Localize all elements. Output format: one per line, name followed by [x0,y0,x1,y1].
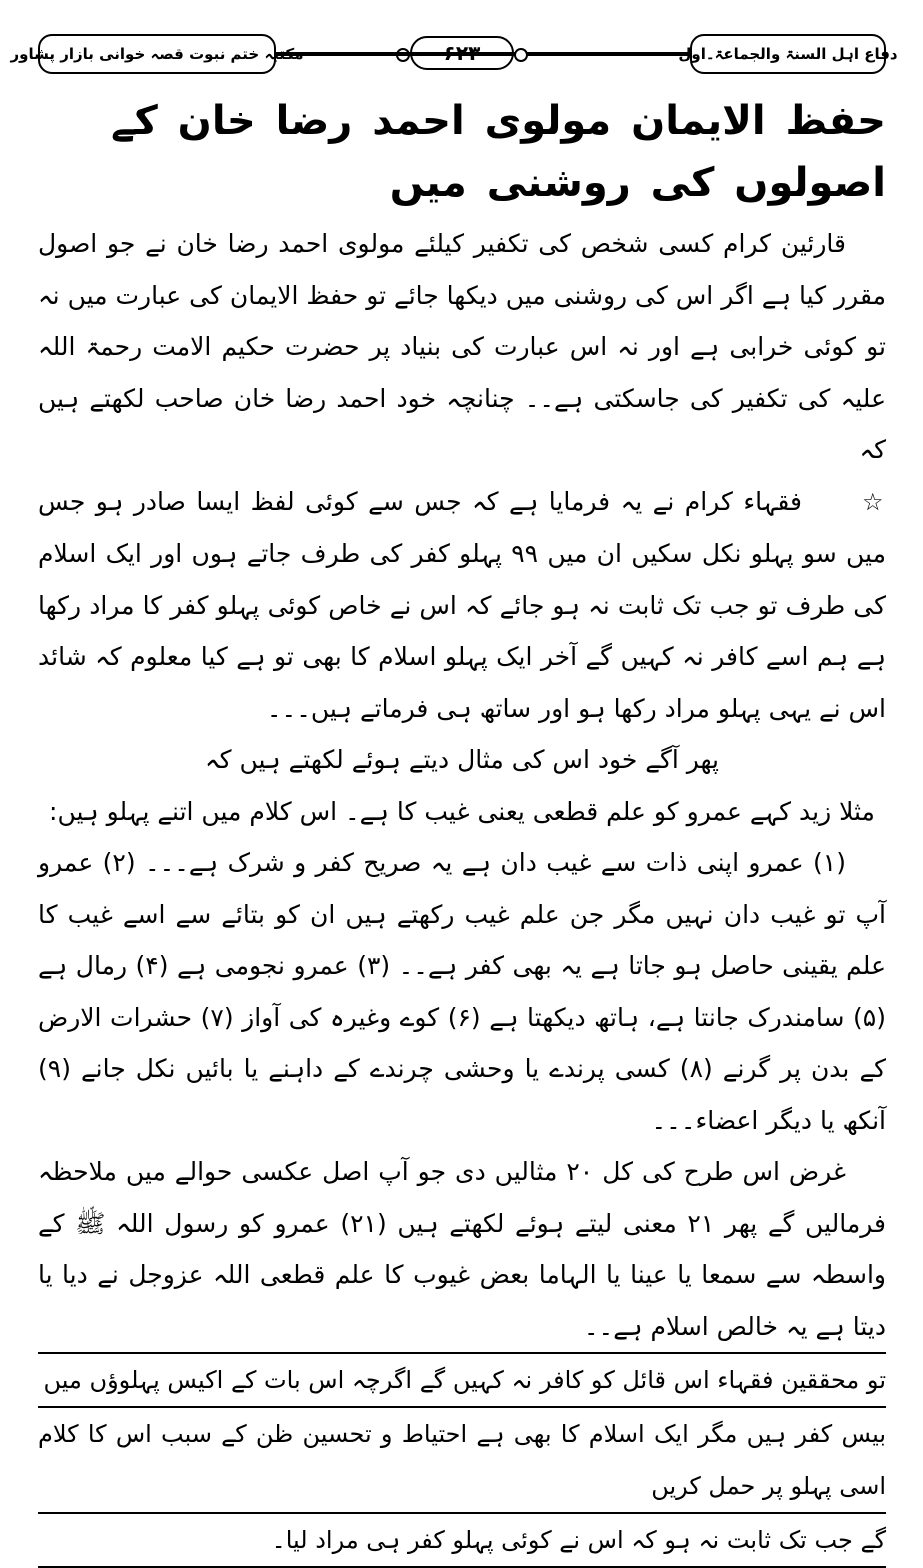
page-header [10,34,898,78]
ruled-line: تو محققین فقہاء اس قائل کو کافر نہ کہیں گے اگرچہ اس بات کے اکیس پہلوؤں میں [38,1352,886,1408]
example-list-paragraph: (۱) عمرو اپنی ذات سے غیب دان ہے یہ صریح کفر و شرک ہے۔۔۔ (۲) عمرو آپ تو غیب دان نہیں مگر جن علم غیب رکھتے ہیں ان کو بتائے سے اسے غیب کا علم یقینی حاصل ہو جاتا ہے یہ بھی کفر ہے۔۔ (۳) عمرو نجومی ہے (۴) رمال ہے (۵) سامندرک جانتا ہے، ہاتھ دیکھتا ہے (۶) کوے وغیرہ کی آواز (۷) حشرات الارض کے بدن پر گرنے (۸) کسی پرندے یا وحشی چرندے کے داہنے یا بائیں نکل جانے (۹) آنکھ یا دیگر اعضاء۔۔۔ [38,848,886,1135]
book-page [10,34,898,1554]
header-rule-left [276,52,512,56]
example-intro-paragraph: مثلا زید کہے عمرو کو علم قطعی یعنی غیب کا ہے۔ اس کلام میں اتنے پہلو ہیں: [49,796,875,826]
star-icon: ☆ [861,487,886,516]
page-number: ۶۲۳ [410,36,514,70]
section-title: حفظ الایمان مولوی احمد رضا خان کے اصولوں کی روشنی میں [111,98,886,206]
quote-paragraph [38,476,886,735]
further-paragraph: پھر آگے خود اس کی مثال دیتے ہوئے لکھتے ہیں کہ [204,745,720,774]
quote-text: فقہاء کرام نے یہ فرمایا ہے کہ جس سے کوئی لفظ ایسا صادر ہو جس میں سو پہلو نکل سکیں ان میں ۹۹ پہلو کفر کی طرف جاتے ہوں اور ایک اسلام کی طرف تو جب تک ثابت نہ ہو جائے کہ اس نے خاص کوئی پہلو کفر کا مراد رکھا ہے ہم اسے کافر نہ کہیں گے آخر ایک پہلو اسلام کا بھی تو ہے کیا معلوم کہ شائد اس نے یہی پہلو مراد رکھا ہو اور ساتھ ہی فرماتے ہیں۔۔۔ [38,486,886,723]
publisher-label: مکتبہ ختم نبوت قصہ خوانی بازار پشاور [38,34,276,74]
ruled-line: بیس کفر ہیں مگر ایک اسلام کا بھی ہے احتیاط و تحسین ظن کے سبب اس کا کلام اسی پہلو پر حمل کریں [38,1408,886,1514]
book-title-label: دفاع اہل السنۃ والجماعۃ۔اول [690,34,886,74]
article-body [38,218,886,1352]
ruled-line: گے جب تک ثابت نہ ہو کہ اس نے کوئی پہلو کفر ہی مراد لیا۔ [38,1514,886,1568]
intro-paragraph: قارئین کرام کسی شخص کی تکفیر کیلئے مولوی احمد رضا خان نے جو اصول مقرر کیا ہے اگر اس کی روشنی میں دیکھا جائے تو حفظ الایمان کی عبارت میں نہ تو کوئی خرابی ہے اور نہ اس عبارت کی بنیاد پر حضرت حکیم الامت رحمۃ اللہ علیہ کی تکفیر کی جاسکتی ہے۔۔ چنانچہ خود احمد رضا خان صاحب لکھتے ہیں کہ [38,229,886,464]
header-rule-right [510,52,690,56]
summary-paragraph: غرض اس طرح کی کل ۲۰ مثالیں دی جو آپ اصل عکسی حوالے میں ملاحظہ فرمالیں گے پھر ۲۱ معنی لیتے ہوئے لکھتے ہیں (۲۱) عمرو کو رسول اللہ ﷺ کے واسطہ سے سمعا یا عینا یا الہاما بعض غیوب کا علم قطعی اللہ عزوجل نے دیا یا دیتا ہے یہ خالص اسلام ہے۔۔ [38,1157,886,1341]
